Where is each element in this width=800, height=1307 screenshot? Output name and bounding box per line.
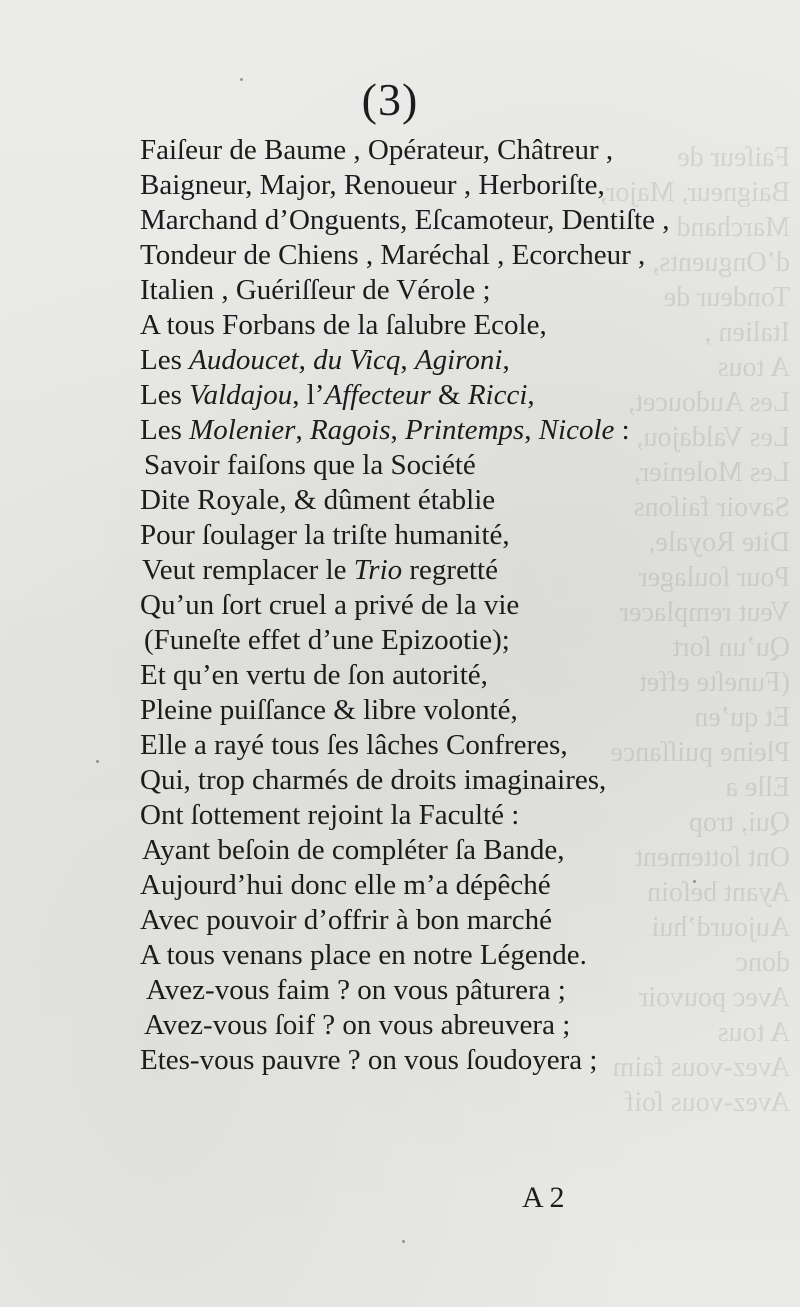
poem-line (140, 973, 780, 1008)
line-text: , (295, 414, 310, 446)
poem-line (140, 623, 780, 658)
poem-line (140, 518, 780, 553)
proper-name: Printemps (405, 414, 525, 446)
poem-line (140, 238, 780, 273)
line-text: , (298, 344, 314, 376)
ink-speck (240, 78, 243, 81)
poem-line (140, 273, 780, 308)
poem-line (140, 1043, 780, 1078)
line-text: Avez-vous faim ? on vous pâturera ; (146, 974, 566, 1006)
poem-line (140, 693, 780, 728)
line-text: , (524, 414, 539, 446)
line-text: Et qu’en vertu de ſon autorité, (140, 659, 488, 691)
proper-name: Agironi (414, 344, 503, 376)
line-text: Veut remplacer le (142, 554, 354, 586)
line-text: Italien , Guériſſeur de Vérole ; (140, 274, 491, 306)
poem-line (140, 203, 780, 238)
line-text: Dite Royale, & dûment établie (140, 484, 496, 516)
poem-line (140, 763, 780, 798)
line-text: Les (140, 344, 190, 376)
line-text: Savoir faiſons que la Société (144, 449, 476, 481)
line-text: , (502, 344, 510, 376)
proper-name: Nicole (538, 414, 615, 446)
poem-line (140, 343, 780, 378)
line-text: : (614, 414, 630, 446)
poem-text (140, 133, 780, 1078)
line-text: , (390, 414, 405, 446)
line-text: Aujourd’hui donc elle m’a dépêché (140, 869, 551, 901)
line-text: Avez-vous ſoif ? on vous abreuvera ; (144, 1009, 571, 1041)
poem-line (140, 868, 780, 903)
proper-name: du Vicq (313, 344, 401, 376)
line-text: Pour ſoulager la triſte humanité, (140, 519, 510, 551)
proper-name: Affecteur (324, 379, 431, 411)
line-text: A tous venans place en notre Légende. (140, 939, 587, 971)
line-text: Les (140, 414, 190, 446)
line-text: Baigneur, Major, Renoueur , Herboriſte, (140, 169, 605, 201)
proper-name: Molenier (189, 414, 296, 446)
poem-line (140, 168, 780, 203)
line-text: Ont ſottement rejoint la Faculté : (140, 799, 520, 831)
ink-speck (402, 1240, 405, 1243)
poem-line (140, 938, 780, 973)
poem-line (140, 658, 780, 693)
poem-line (140, 903, 780, 938)
proper-name: Audoucet (189, 344, 299, 376)
proper-name: Valdajou (189, 379, 293, 411)
poem-line (140, 448, 780, 483)
line-text: Faiſeur de Baume , Opérateur, Châtreur , (140, 134, 614, 166)
line-text: Qui, trop charmés de droits imaginaires, (140, 764, 607, 796)
show-through-text: Faiſeur de Baigneur, Major, Marchand d’Onguents, Tondeur de Italien , A tous Les Audoucet, Les Valdajou, Les Molenier, Savoir faiſons Dite Royale, Pour ſoulager Veut remplacer Qu’un ſort (Funeſte effet Et qu’en Pleine puiſſance Elle a Qui, trop Ont ſottement Ayant beſoin Aujourd’hui donc Avec pouvoir A tous Avez-vous faim Avez-vous ſoif (600, 142, 790, 1118)
poem-line (140, 553, 780, 588)
poem-line (140, 378, 780, 413)
line-text: regretté (402, 554, 498, 586)
poem-line (140, 308, 780, 343)
line-text: Les (140, 379, 190, 411)
proper-name: Ricci (467, 379, 528, 411)
poem-line (140, 483, 780, 518)
line-text: Ayant beſoin de compléter ſa Bande, (142, 834, 565, 866)
proper-name: Ragois (309, 414, 391, 446)
line-text: Tondeur de Chiens , Maréchal , Ecorcheur , (140, 239, 646, 271)
poem-line (140, 413, 780, 448)
line-text: Pleine puiſſance & libre volonté, (140, 694, 518, 726)
line-text: , (400, 344, 415, 376)
line-text: A tous Forbans de la ſalubre Ecole, (140, 309, 547, 341)
ink-speck (693, 880, 696, 883)
ink-speck (96, 760, 99, 763)
page-number: (3) (361, 74, 419, 125)
signature-mark: A 2 (522, 1181, 565, 1214)
line-text: Avec pouvoir d’offrir à bon marché (140, 904, 553, 936)
poem-line (140, 798, 780, 833)
poem-line (140, 833, 780, 868)
line-text: , (527, 379, 535, 411)
line-text: Marchand d’Onguents, Eſcamoteur, Dentiſte , (140, 204, 670, 236)
poem-line (140, 1008, 780, 1043)
line-text: , l’ (292, 379, 325, 411)
line-text: Etes-vous pauvre ? on vous ſoudoyera ; (140, 1044, 598, 1076)
line-text: Qu’un ſort cruel a privé de la vie (140, 589, 520, 621)
poem-line (140, 728, 780, 763)
proper-name: Trio (353, 554, 403, 586)
line-text: (Funeſte effet d’une Epizootie); (144, 624, 510, 656)
poem-line (140, 588, 780, 623)
poem-line (140, 133, 780, 168)
line-text: Elle a rayé tous ſes lâches Confreres, (140, 729, 568, 761)
line-text: & (430, 379, 468, 411)
